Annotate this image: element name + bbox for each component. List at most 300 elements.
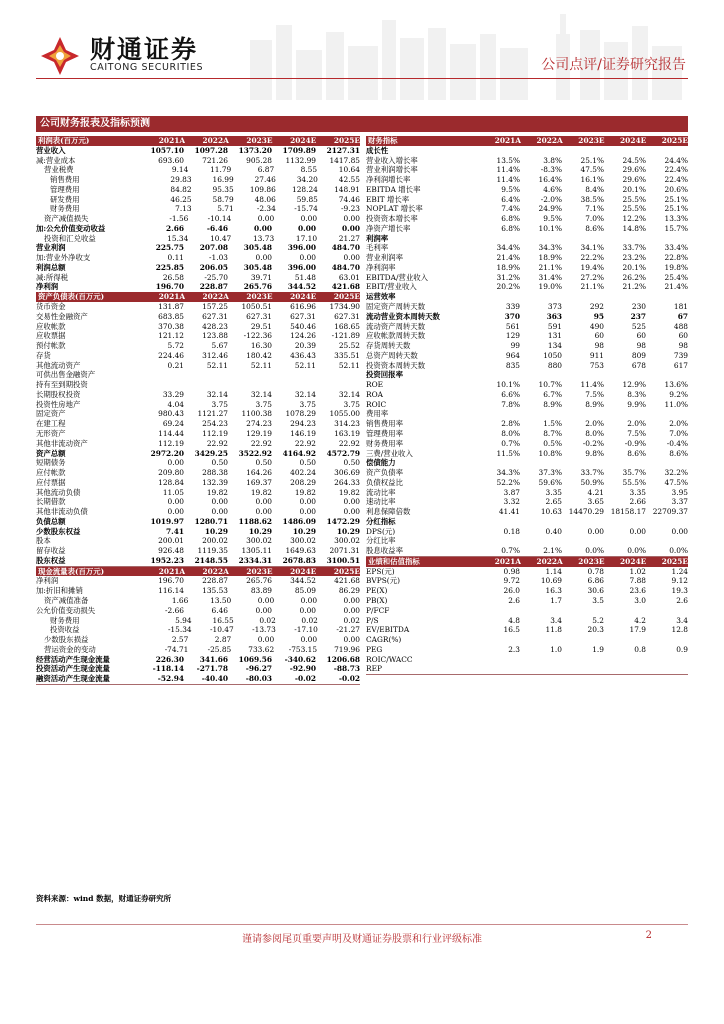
cell-value: 2.87	[214, 635, 232, 645]
row-label: 分红比率	[366, 536, 396, 546]
cell-value: 693.60	[158, 155, 184, 165]
row-label: 减:营业成本	[36, 155, 76, 165]
cell-value: 627.31	[246, 311, 272, 321]
row-label: 应收帐款	[36, 321, 66, 331]
cell-value: 230	[631, 302, 646, 312]
cell-value	[562, 536, 604, 546]
cell-value: 363	[546, 311, 562, 321]
cell-value: 1472.29	[326, 516, 360, 526]
table-row	[36, 674, 360, 685]
table-row	[36, 449, 360, 459]
table-row	[366, 292, 688, 302]
cell-value: 2.0%	[585, 419, 604, 429]
table-row	[36, 536, 360, 546]
cell-value: 274.23	[246, 419, 272, 429]
cell-value: 19.82	[206, 487, 228, 497]
row-label: 利息保障倍数	[366, 507, 411, 517]
table-row	[366, 214, 688, 224]
cell-value: 12.2%	[622, 214, 646, 224]
cell-value: 2021A	[494, 136, 522, 145]
cell-value	[228, 380, 272, 390]
cell-value: 41.41	[498, 507, 520, 517]
table-row	[366, 331, 688, 341]
cell-value: 19.4%	[580, 262, 604, 272]
cell-value: 10.29	[248, 526, 272, 536]
cell-value: 678	[631, 360, 646, 370]
cell-value	[646, 517, 688, 527]
cell-value: 0.11	[167, 253, 184, 263]
table-row	[36, 175, 360, 185]
cell-value: 2025E	[333, 136, 361, 145]
cell-value: 1.24	[671, 566, 688, 576]
cell-value: 373	[547, 302, 562, 312]
cell-value: 0.50	[255, 458, 272, 468]
row-label: 研发费用	[50, 194, 80, 204]
cell-value: 4.2	[634, 615, 646, 625]
cell-value: 200.01	[158, 536, 184, 546]
cell-value: 14.8%	[622, 223, 646, 233]
cell-value: -96.27	[245, 664, 272, 674]
cell-value: 0.00	[587, 526, 604, 536]
row-label: 投资资本周转天数	[366, 360, 426, 370]
row-label: 偿债能力	[366, 458, 396, 468]
row-label: 无形资产	[36, 428, 66, 438]
cell-value: 627.31	[334, 311, 360, 321]
table-row	[36, 507, 360, 517]
cell-value	[646, 409, 688, 419]
row-label: 三费/营业收入	[366, 448, 413, 458]
cell-value: 0.00	[299, 253, 316, 263]
cell-value: 63.01	[338, 272, 360, 282]
cell-value	[316, 370, 360, 380]
cell-value: 0.0%	[627, 546, 646, 556]
row-label: 可供出售金融资产	[36, 370, 96, 380]
cell-value: 300.02	[246, 536, 272, 546]
cell-value: 21.1%	[538, 262, 562, 272]
cell-value: 112.19	[158, 438, 184, 448]
cell-value: 10.8%	[538, 448, 562, 458]
cell-value: 2.0%	[669, 419, 688, 429]
cell-value: 305.48	[243, 243, 272, 253]
cell-value	[272, 380, 316, 390]
table-row	[36, 234, 360, 244]
row-label: 毛利率	[366, 243, 389, 253]
row-label: NOPLAT 增长率	[366, 204, 423, 214]
cell-value: 9.72	[503, 576, 520, 586]
cell-value: 19.82	[294, 487, 316, 497]
cell-value: -2.66	[165, 605, 184, 615]
cell-value: -2.0%	[540, 194, 562, 204]
cell-value: 525	[631, 321, 646, 331]
cell-value: 254.23	[202, 419, 228, 429]
cell-value: 10.64	[338, 165, 360, 175]
row-label: 短期债务	[36, 458, 66, 468]
cell-value: 124.26	[290, 331, 316, 341]
cell-value: 9.14	[171, 165, 189, 175]
cell-value: 121.12	[158, 331, 184, 341]
table-row	[36, 302, 360, 312]
cell-value: 7.41	[165, 526, 184, 536]
row-label: 财务费用	[50, 615, 80, 625]
row-label: 留存收益	[36, 546, 66, 556]
cell-value: 265.76	[246, 576, 272, 586]
row-label: 资产减值损失	[44, 214, 89, 224]
cell-value: -9.23	[341, 204, 360, 214]
cell-value: 26.58	[162, 272, 184, 282]
row-label: 长期借款	[36, 497, 66, 507]
cell-value	[646, 370, 688, 380]
cell-value: 26.0	[503, 586, 520, 596]
table-row	[366, 204, 688, 214]
cell-value: 0.00	[211, 497, 228, 507]
cell-value: 3.5	[592, 595, 604, 605]
cell-value	[604, 458, 646, 468]
cell-value: -10.47	[210, 625, 234, 635]
cell-value	[604, 517, 646, 527]
cell-value: 7.0%	[585, 214, 604, 224]
cell-value: 0.00	[629, 526, 646, 536]
row-label: 投资和汇兑收益	[44, 233, 96, 243]
table-row	[366, 546, 688, 557]
row-label: 管理费用率	[366, 428, 403, 438]
cell-value: 2.57	[171, 635, 189, 645]
cell-value: 2.65	[545, 497, 562, 507]
cell-value: 9.8%	[585, 448, 604, 458]
table-row	[36, 576, 360, 586]
cell-value: 60	[636, 331, 646, 341]
cell-value: 2.6	[508, 595, 520, 605]
cell-value	[604, 146, 646, 156]
table-row	[36, 606, 360, 616]
report-type-label: 公司点评/证券研究报告	[541, 57, 686, 73]
row-label: 财务费用	[50, 204, 80, 214]
cell-value: 421.68	[334, 576, 360, 586]
row-label: REP	[366, 664, 382, 674]
cell-value: 4.6%	[543, 184, 562, 194]
table-row	[36, 409, 360, 419]
cell-value: 1952.23	[150, 555, 184, 565]
cell-value: 3.75	[211, 399, 228, 409]
table-row	[366, 419, 688, 429]
row-label: 加:营业外净收支	[36, 253, 91, 263]
cell-value: 11.0%	[664, 399, 688, 409]
cell-value: 196.70	[158, 576, 184, 586]
cell-value: 98	[594, 341, 604, 351]
cell-value: 1280.71	[194, 516, 228, 526]
cell-value: 3.35	[629, 487, 646, 497]
table-row	[366, 341, 688, 351]
page-number: 2	[645, 930, 652, 941]
row-label: 其他非流动资产	[36, 438, 88, 448]
table-row	[366, 253, 688, 263]
cell-value: 6.6%	[501, 389, 520, 399]
table-row	[36, 282, 360, 292]
cell-value: 2023E	[246, 566, 273, 576]
row-label: 长期股权投资	[36, 389, 81, 399]
cell-value: 0.00	[167, 458, 184, 468]
left-financial-table	[36, 136, 360, 685]
cell-value: 0.50	[343, 458, 360, 468]
footer-disclaimer: 谨请参阅尾页重要声明及财通证券股票和行业评级标准	[242, 934, 482, 945]
cell-value: 4.8	[508, 615, 520, 625]
cell-value: 6.8%	[501, 214, 520, 224]
table-row	[366, 449, 688, 459]
table-row	[36, 439, 360, 449]
row-label: 现金流量表(百万元)	[38, 566, 105, 576]
cell-value: 59.85	[296, 194, 318, 204]
cell-value: 11.05	[162, 487, 184, 497]
row-label: 加:公允价值变动收益	[36, 223, 106, 233]
cell-value: 83.89	[250, 586, 272, 596]
cell-value: 10.63	[540, 507, 562, 517]
cell-value: 3.95	[671, 487, 688, 497]
table-row	[36, 351, 360, 361]
row-label: ROIC	[366, 399, 387, 409]
cell-value	[646, 664, 688, 674]
cell-value: 314.23	[334, 419, 360, 429]
cell-value: 1019.97	[150, 516, 184, 526]
row-label: 固定资产	[36, 409, 66, 419]
row-label: 营业收入增长率	[366, 155, 418, 165]
table-row	[366, 439, 688, 449]
cell-value: 1734.90	[329, 302, 360, 312]
cell-value: 20.6%	[664, 184, 688, 194]
cell-value: 32.14	[338, 389, 360, 399]
cell-value: 2.66	[629, 497, 646, 507]
cell-value: 7.1%	[585, 204, 604, 214]
cell-value: 86.29	[338, 586, 360, 596]
cell-value: 2022A	[202, 292, 229, 302]
cell-value: 9.5%	[501, 184, 520, 194]
cell-value: 52.11	[250, 360, 272, 370]
table-row	[36, 312, 360, 322]
cell-value: 47.5%	[664, 477, 688, 487]
row-label: P/FCF	[366, 605, 390, 615]
cell-value: 25.5%	[622, 194, 646, 204]
cell-value	[646, 606, 688, 616]
row-label: 资产总额	[36, 448, 66, 458]
table-row	[36, 156, 360, 166]
table-row	[366, 400, 688, 410]
cell-value: 733.62	[248, 644, 275, 654]
cell-value: 2678.83	[282, 555, 316, 565]
row-label: 应收票据	[36, 331, 66, 341]
cell-value: 22.4%	[664, 165, 688, 175]
row-label: 资产负债率	[366, 468, 403, 478]
cell-value: 132.39	[202, 477, 228, 487]
cell-value: 1188.62	[238, 516, 272, 526]
row-label: 净利润	[36, 576, 59, 586]
table-row	[366, 468, 688, 478]
table-row	[36, 488, 360, 498]
table-row	[366, 224, 688, 234]
cell-value: 7.0%	[669, 428, 688, 438]
row-label: 流动资产周转天数	[366, 321, 426, 331]
cell-value: 11.79	[210, 165, 232, 175]
cell-value: 26.2%	[622, 272, 646, 282]
cell-value: 225.75	[155, 243, 184, 253]
cell-value: 0.00	[211, 507, 228, 517]
row-label: EBIT/营业收入	[366, 282, 417, 292]
cell-value: 2024E	[290, 136, 317, 145]
cell-value: 0.00	[343, 507, 360, 517]
cell-value: 10.1%	[538, 223, 562, 233]
cell-value: 10.29	[336, 526, 360, 536]
cell-value: -21.27	[336, 625, 360, 635]
cell-value: 0.5%	[543, 438, 562, 448]
cell-value: 32.14	[250, 389, 272, 399]
table-row	[366, 517, 688, 527]
row-label: 负债权益比	[366, 477, 403, 487]
table-row	[36, 655, 360, 665]
cell-value: 753	[589, 360, 604, 370]
cell-value: 8.9%	[585, 399, 604, 409]
table-row	[36, 361, 360, 371]
cell-value: 2.1%	[543, 546, 562, 556]
table-row	[36, 322, 360, 332]
table-row	[366, 625, 688, 635]
cell-value: -2.34	[256, 204, 276, 214]
right-indicator-table	[366, 136, 688, 675]
cell-value: 2021A	[158, 566, 186, 576]
row-label: 应付帐款	[36, 468, 66, 478]
cell-value: 59.6%	[538, 477, 562, 487]
cell-value: 99	[510, 341, 520, 351]
row-label: 投资性房地产	[36, 399, 81, 409]
table-row	[36, 478, 360, 488]
header-divider	[36, 78, 688, 79]
cell-value: 16.99	[212, 175, 234, 185]
cell-value: 3.35	[545, 487, 562, 497]
row-label: 销售费用率	[366, 419, 403, 429]
cell-value: 34.4%	[496, 243, 520, 253]
cell-value: -0.4%	[666, 438, 688, 448]
cell-value: 34.1%	[580, 243, 604, 253]
cell-value: 8.55	[300, 165, 318, 175]
cell-value: 9.9%	[627, 399, 646, 409]
row-label: 营业利润	[36, 243, 66, 253]
cell-value	[562, 606, 604, 616]
row-label: 其他流动资产	[36, 360, 81, 370]
cell-value: 0.00	[299, 497, 316, 507]
cell-value	[184, 380, 228, 390]
cell-value: 0.98	[503, 566, 520, 576]
cell-value: 2021A	[158, 292, 186, 302]
cell-value: 19.0%	[538, 282, 562, 292]
row-label: CAGR(%)	[366, 635, 402, 645]
table-row	[366, 146, 688, 156]
cell-value: 13.73	[252, 233, 275, 243]
cell-value	[562, 146, 604, 156]
row-label: 财务指标	[368, 136, 398, 145]
cell-value: 33.29	[162, 389, 184, 399]
row-label: 营业税费	[44, 165, 74, 175]
cell-value: 85.09	[294, 586, 316, 596]
cell-value: 11.4%	[580, 380, 604, 390]
cell-value: 911	[589, 350, 604, 360]
cell-value	[520, 409, 562, 419]
cell-value: -118.14	[152, 664, 184, 674]
cell-value: -92.90	[289, 664, 316, 674]
cell-value: 0.00	[299, 507, 316, 517]
cell-value: 32.14	[294, 389, 316, 399]
cell-value: 8.3%	[627, 389, 646, 399]
cell-value	[478, 146, 520, 156]
cell-value: 1.9	[592, 644, 604, 654]
table-row	[366, 234, 688, 244]
cell-value: 12.8	[671, 625, 688, 635]
row-label: 流动比率	[366, 487, 396, 497]
cell-value: 0.40	[545, 526, 562, 536]
table-row	[36, 468, 360, 478]
cell-value: 2127.31	[326, 145, 360, 155]
cell-value: 52.11	[206, 360, 228, 370]
cell-value: 344.52	[287, 282, 316, 292]
cell-value: 14470.29	[568, 507, 604, 517]
cell-value: 1069.56	[238, 654, 272, 664]
cell-value: 19.82	[338, 487, 360, 497]
cell-value: 0.00	[300, 595, 318, 605]
cell-value: 964	[505, 350, 520, 360]
table-row	[36, 645, 360, 655]
cell-value: 19.8%	[664, 262, 688, 272]
cell-value: 163.19	[334, 428, 360, 438]
cell-value: 237	[630, 311, 646, 321]
cell-value: 4572.79	[326, 448, 360, 458]
cell-value: 27.2%	[580, 272, 604, 282]
table-row	[366, 409, 688, 419]
cell-value	[604, 292, 646, 302]
cell-value: 1050.51	[241, 302, 272, 312]
cell-value	[562, 370, 604, 380]
cell-value: 2.66	[165, 223, 184, 233]
cell-value: 335.51	[334, 350, 360, 360]
table-row	[36, 341, 360, 351]
cell-value: 4164.92	[282, 448, 316, 458]
row-label: PE(X)	[366, 586, 388, 596]
cell-value: 294.23	[290, 419, 316, 429]
cell-value: 341.66	[199, 654, 228, 664]
row-label: 营业利润率	[366, 253, 403, 263]
cell-value: 292	[589, 302, 604, 312]
cell-value: 25.5%	[622, 204, 646, 214]
cell-value	[478, 292, 520, 302]
cell-value: 1.5%	[543, 419, 562, 429]
cell-value: 23.6	[629, 586, 646, 596]
cell-value	[140, 380, 184, 390]
cell-value: 0.9	[676, 644, 688, 654]
cell-value	[604, 664, 646, 674]
cell-value: 31.2%	[496, 272, 520, 282]
cell-value: 339	[505, 302, 520, 312]
cell-value: 16.3	[545, 586, 562, 596]
cell-value: 34.20	[296, 175, 318, 185]
cell-value: 421.68	[331, 282, 360, 292]
cell-value: 55.5%	[622, 477, 646, 487]
cell-value: 16.1%	[580, 175, 604, 185]
cell-value: 21.1%	[580, 282, 604, 292]
table-row	[36, 458, 360, 468]
cell-value: 25.4%	[664, 272, 688, 282]
cell-value: 980.43	[158, 409, 184, 419]
cell-value: 52.11	[294, 360, 316, 370]
cell-value: 16.30	[250, 341, 272, 351]
cell-value	[478, 664, 520, 674]
cell-value: 1.7	[550, 595, 562, 605]
row-label: ROIC/WACC	[366, 654, 413, 664]
cell-value	[184, 370, 228, 380]
cell-value: 19.3	[671, 586, 688, 596]
